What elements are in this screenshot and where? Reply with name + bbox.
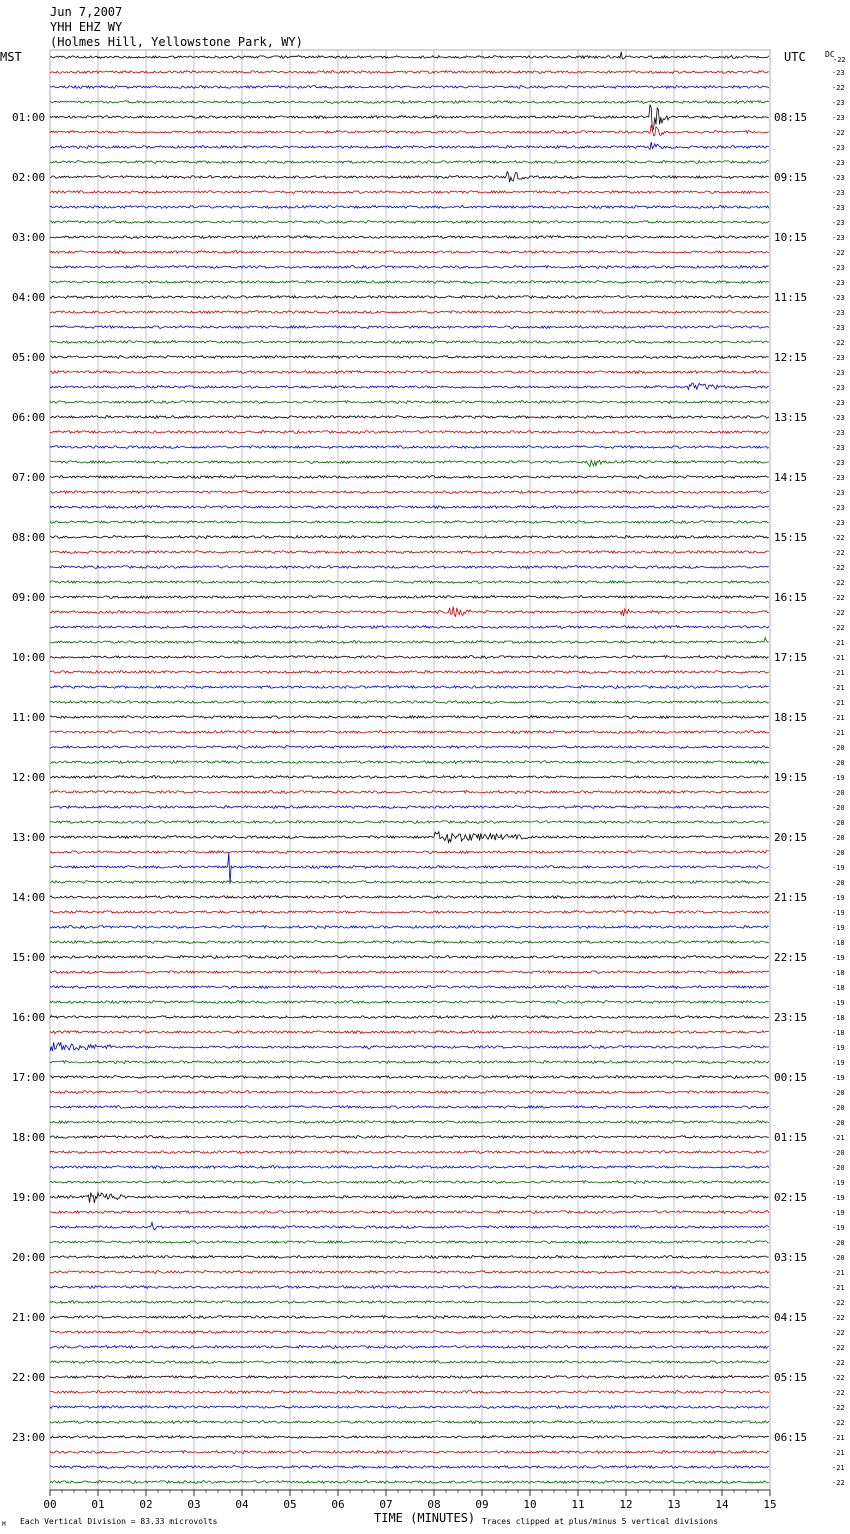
dc-offset-label: -22 <box>832 1344 845 1352</box>
dc-offset-label: -23 <box>832 324 845 332</box>
dc-offset-label: -22 <box>832 84 845 92</box>
seismogram-trace <box>50 491 769 494</box>
seismogram-trace <box>50 596 769 599</box>
dc-offset-label: -23 <box>832 474 845 482</box>
dc-offset-label: -23 <box>832 294 845 302</box>
utc-time-label: 18:15 <box>774 711 808 724</box>
dc-offset-label: -21 <box>832 654 845 662</box>
dc-offset-label: -20 <box>832 744 845 752</box>
seismogram-trace <box>50 1031 769 1034</box>
seismogram-trace <box>50 716 769 719</box>
seismogram-trace <box>50 1376 769 1379</box>
dc-offset-label: -19 <box>832 909 845 917</box>
dc-offset-label: -20 <box>832 1254 845 1262</box>
dc-offset-label: -19 <box>832 1224 845 1232</box>
x-tick-label: 02 <box>139 1498 153 1511</box>
dc-offset-label: -19 <box>832 954 845 962</box>
seismogram-trace <box>50 761 769 764</box>
seismogram-trace <box>50 1391 769 1394</box>
seismogram-trace <box>50 656 769 659</box>
x-axis <box>43 1490 776 1511</box>
dc-offset-label: -23 <box>832 144 845 152</box>
seismogram-trace <box>50 746 769 749</box>
dc-offset-label: -21 <box>832 639 845 647</box>
utc-time-label: 17:15 <box>774 651 808 664</box>
dc-offset-label: -22 <box>832 1404 845 1412</box>
utc-time-label: 08:15 <box>774 111 808 124</box>
seismogram-trace <box>50 266 769 269</box>
dc-offset-label: -22 <box>832 549 845 557</box>
seismogram-trace <box>50 791 769 794</box>
dc-offset-label: -22 <box>832 1314 845 1322</box>
dc-offset-label: -18 <box>832 969 845 977</box>
dc-offset-label: -19 <box>832 1179 845 1187</box>
seismogram-trace <box>50 341 769 344</box>
seismogram-trace <box>50 431 769 434</box>
dc-offset-label: -20 <box>832 879 845 887</box>
seismogram-trace <box>50 731 769 734</box>
dc-offset-label: -21 <box>832 1464 845 1472</box>
seismogram-trace <box>50 971 769 974</box>
x-tick-label: 05 <box>283 1498 297 1511</box>
header-station: YHH EHZ WY <box>50 20 123 34</box>
dc-offset-label: -20 <box>832 1239 845 1247</box>
x-tick-label: 06 <box>331 1498 345 1511</box>
seismogram-trace <box>50 326 769 329</box>
seismogram-trace <box>50 581 769 584</box>
dc-offset-label: -23 <box>832 414 845 422</box>
seismogram-trace <box>50 1451 769 1454</box>
dc-offset-label: -23 <box>832 264 845 272</box>
minute-gridlines <box>50 50 770 1490</box>
seismogram-trace <box>50 956 769 959</box>
seismogram-trace <box>50 1481 769 1484</box>
seismogram-trace <box>50 536 769 539</box>
dc-offset-label: -21 <box>832 684 845 692</box>
utc-time-label: 12:15 <box>774 351 808 364</box>
seismogram-trace <box>50 1193 769 1204</box>
dc-offset-label: -19 <box>832 1044 845 1052</box>
dc-offset-label: -21 <box>832 1284 845 1292</box>
dc-offset-label: -23 <box>832 519 845 527</box>
x-tick-label: 08 <box>427 1498 441 1511</box>
mst-time-label: 02:00 <box>12 171 46 184</box>
seismogram-trace <box>50 1181 769 1184</box>
mst-time-label: 23:00 <box>12 1431 46 1444</box>
dc-offset-label: -23 <box>832 69 845 77</box>
seismogram-trace <box>50 776 769 779</box>
dc-offset-label: -22 <box>832 129 845 137</box>
utc-time-label: 09:15 <box>774 171 808 184</box>
seismogram-trace <box>50 1001 769 1004</box>
dc-offset-label: -23 <box>832 234 845 242</box>
dc-offset-label: -22 <box>832 624 845 632</box>
dc-offset-label: -18 <box>832 1014 845 1022</box>
seismogram-trace <box>50 172 769 183</box>
dc-offset-label: -19 <box>832 864 845 872</box>
mst-time-label: 10:00 <box>12 651 46 664</box>
seismogram-trace <box>50 460 769 466</box>
mst-time-label: 01:00 <box>12 111 46 124</box>
x-axis-title: TIME (MINUTES) <box>374 1511 476 1525</box>
dc-offset-label: -22 <box>832 579 845 587</box>
x-tick-label: 00 <box>43 1498 57 1511</box>
dc-offset-label: -23 <box>832 504 845 512</box>
dc-label: DC <box>825 50 835 59</box>
left-axis-label: MST <box>0 50 22 64</box>
mst-time-label: 19:00 <box>12 1191 46 1204</box>
seismogram-trace <box>50 371 769 374</box>
seismogram-trace <box>50 311 769 314</box>
dc-offset-label: -22 <box>832 564 845 572</box>
x-tick-label: 12 <box>619 1498 633 1511</box>
seismogram-trace <box>50 383 769 389</box>
dc-offset-label: -22 <box>832 1329 845 1337</box>
seismogram-traces <box>50 52 769 1484</box>
seismogram-trace <box>50 1091 769 1094</box>
seismogram-trace <box>50 896 769 899</box>
dc-offset-label: -22 <box>832 1389 845 1397</box>
seismogram-trace <box>50 281 769 284</box>
utc-time-label: 01:15 <box>774 1131 808 1144</box>
dc-offset-label: -21 <box>832 714 845 722</box>
dc-offset-label: -22 <box>832 249 845 257</box>
dc-offset-label: -19 <box>832 774 845 782</box>
dc-offset-label: -23 <box>832 204 845 212</box>
mst-time-label: 05:00 <box>12 351 46 364</box>
seismogram-trace <box>50 1042 769 1051</box>
utc-time-label: 10:15 <box>774 231 808 244</box>
x-tick-label: 14 <box>715 1498 729 1511</box>
seismogram-trace <box>50 566 769 569</box>
seismogram-trace <box>50 236 769 239</box>
corner-mark: M <box>2 1521 6 1528</box>
seismogram-trace <box>50 821 769 824</box>
x-tick-label: 09 <box>475 1498 489 1511</box>
x-tick-label: 11 <box>571 1498 585 1511</box>
seismogram-trace <box>50 941 769 944</box>
utc-time-label: 06:15 <box>774 1431 808 1444</box>
dc-offset-label: -19 <box>832 894 845 902</box>
seismogram-trace <box>50 911 769 914</box>
seismogram-trace <box>50 1061 769 1064</box>
x-tick-label: 10 <box>523 1498 537 1511</box>
seismogram-trace <box>50 1316 769 1319</box>
seismogram-trace <box>50 105 769 131</box>
dc-offset-label: -19 <box>832 1074 845 1082</box>
mst-time-label: 16:00 <box>12 1011 46 1024</box>
utc-time-label: 15:15 <box>774 531 808 544</box>
seismogram-trace <box>50 1136 769 1139</box>
mst-time-label: 17:00 <box>12 1071 46 1084</box>
seismogram-trace <box>50 221 769 224</box>
dc-offset-label: -22 <box>832 534 845 542</box>
mst-time-label: 15:00 <box>12 951 46 964</box>
dc-offset-label: -19 <box>832 1209 845 1217</box>
footer-clip-note: Traces clipped at plus/minus 5 vertical divisions <box>482 1517 719 1526</box>
x-tick-label: 03 <box>187 1498 201 1511</box>
dc-offset-label: -18 <box>832 939 845 947</box>
dc-offset-label: -20 <box>832 1089 845 1097</box>
dc-offset-label: -23 <box>832 189 845 197</box>
utc-time-label: 14:15 <box>774 471 808 484</box>
dc-offset-label: -20 <box>832 834 845 842</box>
seismogram-trace <box>50 1151 769 1154</box>
mst-time-label: 22:00 <box>12 1371 46 1384</box>
seismogram-trace <box>50 1436 769 1439</box>
seismogram-trace <box>50 638 769 644</box>
seismogram-trace <box>50 806 769 809</box>
utc-time-label: 20:15 <box>774 831 808 844</box>
seismogram-trace <box>50 1406 769 1409</box>
seismogram-trace <box>50 251 769 254</box>
seismogram-trace <box>50 626 769 629</box>
dc-offset-label: -23 <box>832 114 845 122</box>
dc-offset-label: -21 <box>832 699 845 707</box>
dc-offset-label: -23 <box>832 459 845 467</box>
x-tick-label: 04 <box>235 1498 249 1511</box>
seismogram-trace <box>50 1222 769 1230</box>
mst-time-label: 18:00 <box>12 1131 46 1144</box>
dc-offset-label: -19 <box>832 924 845 932</box>
x-tick-label: 01 <box>91 1498 105 1511</box>
dc-offset-label: -22 <box>832 1479 845 1487</box>
dc-offset-label: -21 <box>832 1269 845 1277</box>
mst-time-label: 04:00 <box>12 291 46 304</box>
dc-offset-label: -22 <box>832 1359 845 1367</box>
dc-offset-label: -20 <box>832 804 845 812</box>
x-tick-label: 07 <box>379 1498 393 1511</box>
seismogram-trace <box>50 686 769 689</box>
utc-time-label: 05:15 <box>774 1371 808 1384</box>
seismogram-trace <box>50 1466 769 1469</box>
right-axis-label: UTC <box>784 50 806 64</box>
seismogram-trace <box>50 506 769 509</box>
seismogram-trace <box>50 1286 769 1289</box>
dc-offset-label: -18 <box>832 984 845 992</box>
dc-offset-label: -23 <box>832 354 845 362</box>
seismogram-trace <box>50 1241 769 1244</box>
seismogram-trace <box>50 1016 769 1019</box>
seismogram-trace <box>50 1271 769 1274</box>
dc-offset-label: -21 <box>832 1449 845 1457</box>
utc-time-label: 02:15 <box>774 1191 808 1204</box>
dc-offset-label: -23 <box>832 279 845 287</box>
seismogram-trace <box>50 71 769 74</box>
dc-offset-label: -23 <box>832 309 845 317</box>
dc-offset-label: -21 <box>832 1434 845 1442</box>
plot-frame <box>50 50 770 1490</box>
seismogram-trace <box>50 701 769 704</box>
seismogram-trace <box>50 1211 769 1214</box>
seismogram-trace <box>50 142 769 149</box>
dc-offset-label: -23 <box>832 489 845 497</box>
dc-offset-label: -18 <box>832 1029 845 1037</box>
seismogram-trace <box>50 416 769 419</box>
dc-offset-label: -20 <box>832 819 845 827</box>
seismogram-trace <box>50 1301 769 1304</box>
seismogram-trace <box>50 125 769 136</box>
header-location: (Holmes Hill, Yellowstone Park, WY) <box>50 35 303 49</box>
mst-time-label: 14:00 <box>12 891 46 904</box>
dc-offset-label: -21 <box>832 729 845 737</box>
utc-time-label: 03:15 <box>774 1251 808 1264</box>
dc-offset-label: -23 <box>832 159 845 167</box>
utc-time-label: 22:15 <box>774 951 808 964</box>
dc-offset-label: -23 <box>832 369 845 377</box>
mst-time-label: 11:00 <box>12 711 46 724</box>
seismogram-trace <box>50 86 769 89</box>
seismogram-trace <box>50 296 769 299</box>
mst-time-label: 03:00 <box>12 231 46 244</box>
seismogram-trace <box>50 986 769 989</box>
dc-offset-label: -23 <box>832 429 845 437</box>
seismogram-trace <box>50 1331 769 1334</box>
utc-time-label: 04:15 <box>774 1311 808 1324</box>
utc-time-label: 23:15 <box>774 1011 808 1024</box>
seismogram-trace <box>50 671 769 674</box>
dc-offset-label: -22 <box>832 1419 845 1427</box>
seismogram-trace <box>50 191 769 194</box>
seismogram-trace <box>50 101 769 104</box>
seismogram-trace <box>50 401 769 404</box>
dc-offset-label: -23 <box>832 219 845 227</box>
utc-time-label: 13:15 <box>774 411 808 424</box>
seismogram-trace <box>50 881 769 884</box>
utc-time-label: 11:15 <box>774 291 808 304</box>
dc-offset-label: -19 <box>832 999 845 1007</box>
dc-offset-label: -19 <box>832 1194 845 1202</box>
mst-time-label: 06:00 <box>12 411 46 424</box>
x-tick-label: 13 <box>667 1498 681 1511</box>
dc-first-value: -22 <box>833 56 846 64</box>
seismogram-trace <box>50 1346 769 1349</box>
seismogram-trace <box>50 446 769 449</box>
dc-offset-label: -20 <box>832 1119 845 1127</box>
utc-time-label: 00:15 <box>774 1071 808 1084</box>
dc-offset-label: -22 <box>832 1299 845 1307</box>
seismogram-trace <box>50 1361 769 1364</box>
dc-offset-label: -19 <box>832 1059 845 1067</box>
seismogram-trace <box>50 476 769 479</box>
seismogram-trace <box>50 356 769 359</box>
dc-offset-label: -20 <box>832 759 845 767</box>
dc-offset-label: -21 <box>832 1134 845 1142</box>
seismogram-trace <box>50 52 769 59</box>
seismogram-trace <box>50 1256 769 1259</box>
seismogram-trace <box>50 851 769 854</box>
dc-offset-label: -20 <box>832 849 845 857</box>
mst-time-label: 20:00 <box>12 1251 46 1264</box>
utc-time-label: 19:15 <box>774 771 808 784</box>
dc-offset-label: -23 <box>832 399 845 407</box>
x-tick-label: 15 <box>763 1498 777 1511</box>
dc-offset-label: -20 <box>832 789 845 797</box>
dc-offset-label: -22 <box>832 609 845 617</box>
dc-offset-label: -22 <box>832 1374 845 1382</box>
seismogram-trace <box>50 832 769 843</box>
seismogram-trace <box>50 926 769 929</box>
utc-time-label: 21:15 <box>774 891 808 904</box>
dc-offset-label: -21 <box>832 669 845 677</box>
mst-time-label: 21:00 <box>12 1311 46 1324</box>
seismogram-trace <box>50 1076 769 1079</box>
seismogram-trace <box>50 853 769 884</box>
mst-time-label: 08:00 <box>12 531 46 544</box>
header-date: Jun 7,2007 <box>50 5 123 19</box>
seismogram-trace <box>50 1121 769 1124</box>
dc-offset-label: -22 <box>832 339 845 347</box>
seismogram-trace <box>50 206 769 209</box>
dc-offset-label: -23 <box>832 99 845 107</box>
dc-offset-label: -22 <box>832 594 845 602</box>
seismogram-trace <box>50 607 769 617</box>
dc-offset-label: -20 <box>832 1149 845 1157</box>
seismogram-trace <box>50 551 769 554</box>
seismogram-trace <box>50 1421 769 1424</box>
seismogram-trace <box>50 521 769 524</box>
footer-vertical-division: Each Vertical Division = 83.33 microvolts <box>20 1517 218 1526</box>
dc-offset-label: -23 <box>832 384 845 392</box>
mst-time-label: 13:00 <box>12 831 46 844</box>
dc-offset-label: -23 <box>832 174 845 182</box>
mst-time-label: 07:00 <box>12 471 46 484</box>
dc-offset-label: -20 <box>832 1164 845 1172</box>
seismogram-trace <box>50 1106 769 1109</box>
dc-offset-label: -20 <box>832 1104 845 1112</box>
seismogram-trace <box>50 1166 769 1169</box>
seismogram-trace <box>50 161 769 164</box>
dc-offset-label: -23 <box>832 444 845 452</box>
mst-time-label: 09:00 <box>12 591 46 604</box>
mst-time-label: 12:00 <box>12 771 46 784</box>
utc-time-label: 16:15 <box>774 591 808 604</box>
